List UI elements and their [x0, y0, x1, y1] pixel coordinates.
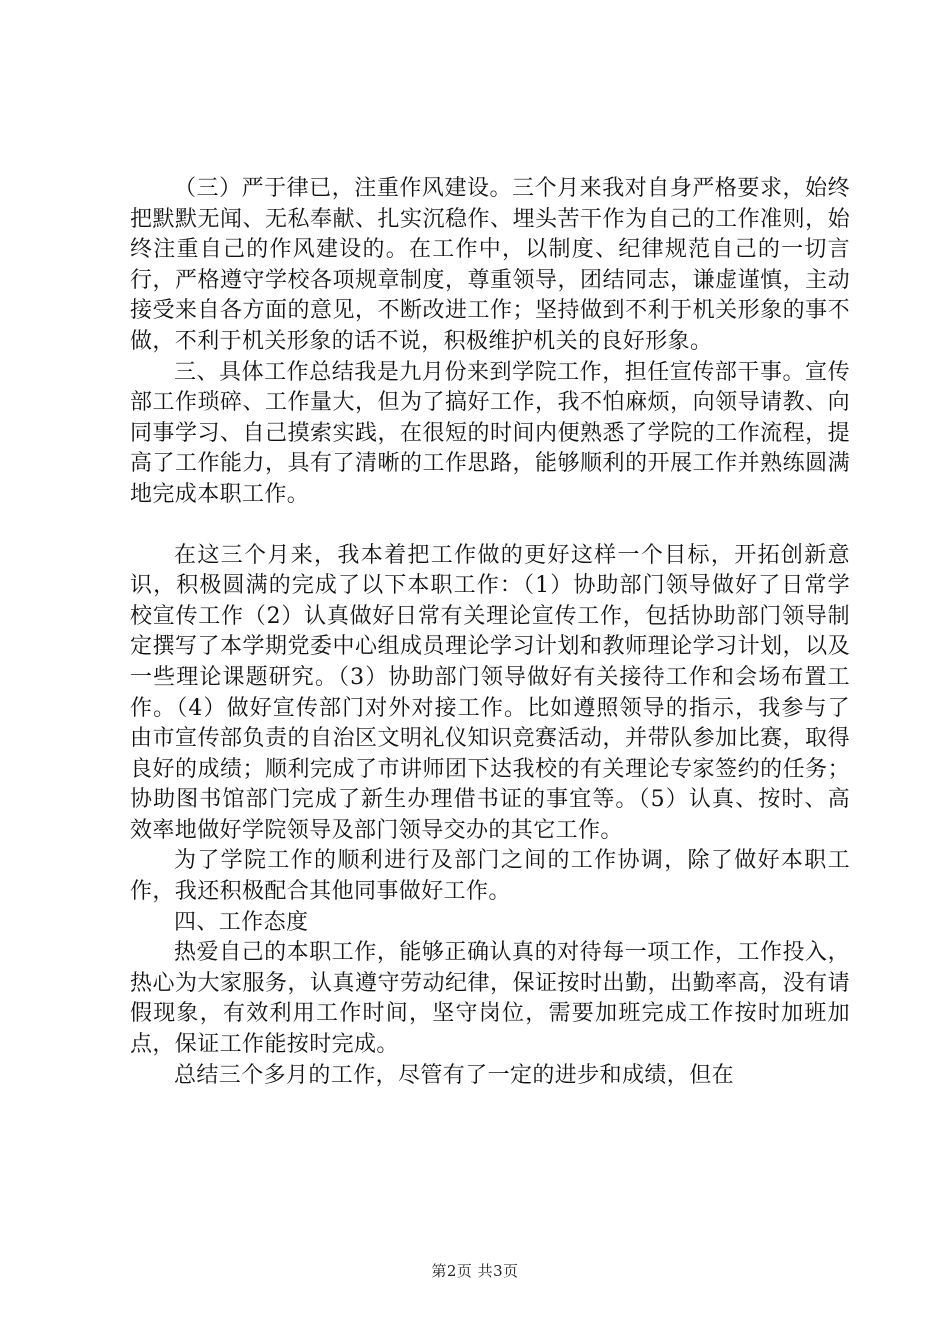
paragraph-spacer [130, 511, 850, 541]
page-number: 第2页 共3页 [431, 1262, 519, 1280]
paragraph-cooperation: 为了学院工作的顺利进行及部门之间的工作协调，除了做好本职工作，我还积极配合其他同事做好工作。 [130, 848, 850, 905]
paragraph-conclusion: 总结三个多月的工作，尽管有了一定的进步和成绩，但在 [174, 1062, 735, 1088]
paragraph-work-summary: 三、具体工作总结我是九月份来到学院工作，担任宣传部干事。宣传部工作琐碎、工作量大，但为了搞好工作，我不怕麻烦，向领导请教、向同事学习、自己摸索实践，在很短的时间内便熟悉了学院的工作流程，提高了工作能力，具有了清晰的工作思路，能够顺利的开展工作并熟练圆满地完成本职工作。 [130, 359, 850, 507]
document-body [130, 174, 850, 1091]
paragraph-duties: 在这三个月来，我本着把工作做的更好这样一个目标，开拓创新意识，积极圆满的完成了以下本职工作：（1）协助部门领导做好了日常学校宣传工作（2）认真做好日常有关理论宣传工作，包括协助部门领导制定撰写了本学期党委中心组成员理论学习计划和教师理论学习计划，以及一些理论课题研究。（3）协助部门领导做好有关接待工作和会场布置工作。（4）做好宣传部门对外对接工作。比如遵照领导的指示，我参与了由市宣传部负责的自治区文明礼仪知识竞赛活动，并带队参加比赛，取得良好的成绩；顺利完成了市讲师团下达我校的有关理论专家签约的任务；协助图书馆部门完成了新生办理借书证的事宜等。（5）认真、按时、高效率地做好学院领导及部门领导交办的其它工作。 [130, 542, 850, 843]
paragraph-conduct: （三）严于律已，注重作风建设。三个月来我对自身严格要求，始终把默默无闻、无私奉献、扎实沉稳作、埋头苦干作为自己的工作准则，始终注重自己的作风建设的。在工作中，以制度、纪律规范自己的一切言行，严格遵守学校各项规章制度，尊重领导，团结同志，谦虚谨慎，主动接受来自各方面的意见，不断改进工作；坚持做到不利于机关形象的事不做，不利于机关形象的话不说，积极维护机关的良好形象。 [130, 176, 850, 354]
section-heading-attitude: 四、工作态度 [174, 909, 309, 935]
paragraph-attitude: 热爱自己的本职工作，能够正确认真的对待每一项工作，工作投入，热心为大家服务，认真遵守劳动纪律，保证按时出勤，出勤率高，没有请假现象，有效利用工作时间，坚守岗位，需要加班完成工作按时加班加点，保证工作能按时完成。 [130, 940, 850, 1058]
